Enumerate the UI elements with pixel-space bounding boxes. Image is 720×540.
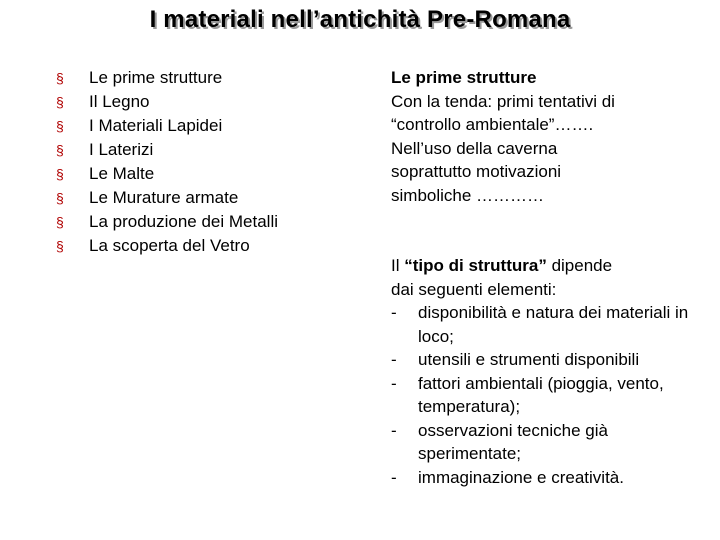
bullet-icon: § <box>56 214 64 230</box>
list-item-label: I Materiali Lapidei <box>89 116 223 135</box>
text-line: soprattutto motivazioni <box>391 162 562 181</box>
dash-icon: - <box>391 420 397 440</box>
slide-title: I materiali nell’antichità Pre-Romana <box>149 6 571 33</box>
factor-text: immaginazione e creatività. <box>418 467 624 487</box>
dash-icon: - <box>391 350 397 369</box>
list-item <box>56 186 278 210</box>
list-item-label: I Laterizi <box>89 140 154 159</box>
text-line: simboliche ………… <box>391 185 545 205</box>
bullet-icon: § <box>56 166 64 182</box>
bullet-icon: § <box>56 142 64 158</box>
list-item <box>56 210 278 234</box>
factor-text: fattori ambientali (pioggia, vento, temperatura); <box>418 373 664 416</box>
text-line: “controllo ambientale”……. <box>391 115 594 134</box>
list-item <box>56 114 278 138</box>
list-item <box>56 90 278 114</box>
bullet-icon: § <box>56 238 64 254</box>
list-item <box>56 138 278 162</box>
factor-text: disponibilità e natura dei materiali in loco; <box>418 303 689 346</box>
list-item <box>391 348 711 372</box>
bullet-icon: § <box>56 190 64 206</box>
list-item <box>391 419 711 466</box>
bullet-icon: § <box>56 70 64 86</box>
list-item <box>391 372 711 419</box>
dash-icon: - <box>391 467 397 487</box>
text-line: Con la tenda: primi tentativi di <box>391 91 615 111</box>
factors-intro <box>391 254 711 278</box>
factor-text: osservazioni tecniche già sperimentate; <box>418 420 608 463</box>
bullet-icon: § <box>56 118 64 134</box>
factor-text: utensili e strumenti disponibili <box>418 350 640 369</box>
list-item <box>391 301 711 348</box>
intro-emphasis: “tipo di struttura” <box>404 256 547 275</box>
list-item <box>56 66 278 90</box>
dash-icon: - <box>391 303 397 322</box>
list-item-label: Le Murature armate <box>89 188 239 207</box>
bullet-icon: § <box>56 94 64 110</box>
topic-list <box>56 66 278 258</box>
list-item <box>56 234 278 258</box>
text-line: Nell’uso della caverna <box>391 138 558 158</box>
list-item-label: La produzione dei Metalli <box>89 212 279 231</box>
spacer <box>391 207 711 254</box>
dash-icon: - <box>391 373 397 393</box>
list-item <box>391 466 711 490</box>
list-item-label: Le prime strutture <box>89 68 223 87</box>
description-column <box>391 66 711 489</box>
factors-list <box>391 301 711 489</box>
list-item <box>56 162 278 186</box>
intro-suffix: dipende <box>546 256 613 275</box>
list-item-label: Il Legno <box>89 92 150 111</box>
factors-intro-line2: dai seguenti elementi: <box>391 279 557 299</box>
list-item-label: La scoperta del Vetro <box>89 236 250 255</box>
section-heading: Le prime strutture <box>391 68 537 87</box>
intro-prefix: Il <box>391 256 405 275</box>
list-item-label: Le Malte <box>89 164 155 183</box>
